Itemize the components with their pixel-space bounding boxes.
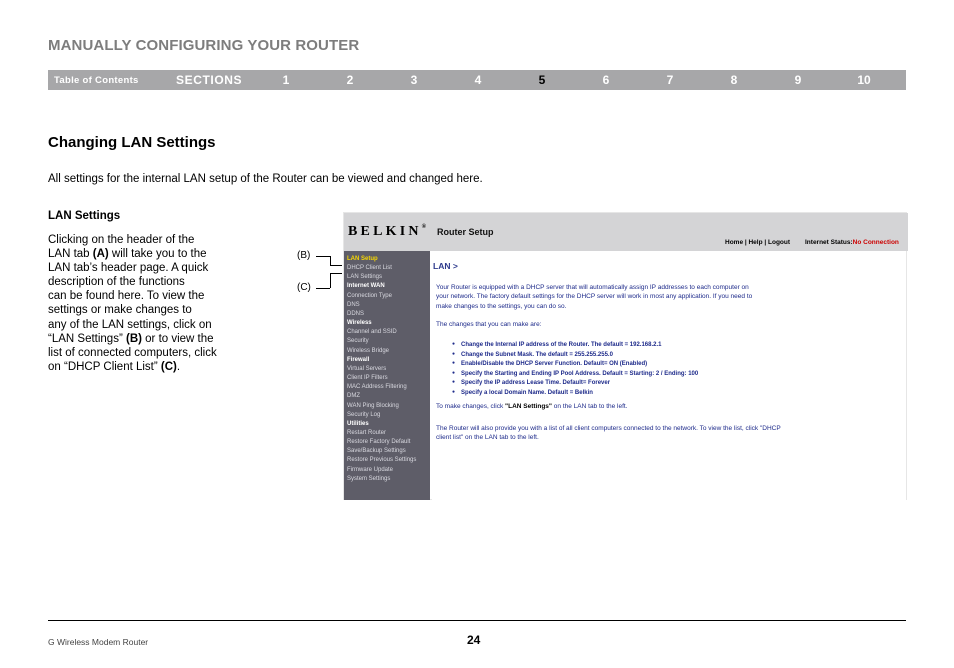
internet-status-value: No Connection	[852, 239, 899, 246]
sidebar-item-client-ip-filters[interactable]: Client IP Filters	[347, 375, 388, 382]
sidebar-item-dhcp-client-list[interactable]: DHCP Client List	[347, 265, 392, 272]
section-link-2[interactable]: 2	[346, 73, 354, 87]
sidebar-item-system-settings[interactable]: System Settings	[347, 475, 391, 482]
table-of-contents-link[interactable]: Table of Contents	[54, 75, 139, 86]
intro-text: All settings for the internal LAN setup of the Router can be viewed and changed here.	[48, 173, 483, 185]
sidebar-item-firewall: Firewall	[347, 356, 370, 363]
description-line: on “DHCP Client List” (C).	[48, 360, 181, 373]
footer-product-name: G Wireless Modem Router	[48, 637, 149, 647]
router-setup-screenshot	[343, 212, 907, 500]
sidebar-item-dmz[interactable]: DMZ	[347, 393, 360, 400]
sidebar-item-internet-wan: Internet WAN	[347, 283, 385, 290]
callout-b-tick	[330, 256, 331, 265]
belkin-logo-text: BELKIN	[348, 224, 422, 239]
callout-c-line	[316, 288, 330, 289]
footer-divider	[48, 620, 906, 621]
registered-mark: ®	[421, 224, 427, 230]
callout-c-label: (C)	[297, 282, 311, 293]
router-dhcp-description	[436, 283, 876, 311]
section-navbar	[48, 70, 906, 90]
router-top-links[interactable]: Home | Help | Logout	[725, 239, 791, 246]
description-line: list of connected computers, click	[48, 346, 217, 359]
bullet-item: ● Specify a local Domain Name. Default = Belkin	[452, 388, 698, 398]
internet-status-label: Internet Status:	[805, 239, 853, 246]
sidebar-item-dns[interactable]: DNS	[347, 301, 360, 308]
footer-page-number: 24	[467, 633, 481, 647]
sidebar-item-ddns[interactable]: DDNS	[347, 310, 365, 317]
callout-b-label: (B)	[297, 250, 311, 261]
section-link-9[interactable]: 9	[794, 73, 802, 87]
make-changes-bold: "LAN Settings"	[505, 403, 552, 410]
sidebar-item-save-backup-settings[interactable]: Save/Backup Settings	[347, 448, 406, 455]
description-line: LAN tab (A) will take you to the	[48, 248, 207, 261]
page-header-title: MANUALLY CONFIGURING YOUR ROUTER	[48, 37, 360, 54]
section-link-5[interactable]: 5	[538, 73, 546, 87]
text-line: The Router will also provide you with a list of all client computers connected to the network. To view the list, click "DHCP	[436, 425, 781, 432]
section-link-10[interactable]: 10	[857, 73, 871, 87]
section-link-7[interactable]: 7	[666, 73, 674, 87]
router-client-list-text	[436, 424, 876, 443]
description-line: any of the LAN settings, click on	[48, 318, 212, 331]
callout-c-pointer	[330, 273, 342, 274]
sidebar-item-security-log[interactable]: Security Log	[347, 411, 381, 418]
lan-settings-heading: LAN Settings	[48, 210, 121, 222]
description-line: description of the functions	[48, 276, 185, 289]
text-line: client list" on the LAN tab to the left.	[436, 434, 539, 442]
make-changes-pre: To make changes, click	[436, 403, 506, 410]
lan-tab-header[interactable]: LAN >	[433, 261, 458, 271]
bullet-item: ● Change the Internal IP address of the Router. The default = 192.168.2.1	[452, 340, 698, 350]
router-make-changes-text	[436, 402, 876, 411]
description-line: LAN tab’s header page. A quick	[48, 262, 209, 275]
internet-status	[805, 239, 899, 246]
sidebar-item-firmware-update[interactable]: Firmware Update	[347, 466, 394, 473]
router-changes-intro: The changes that you can make are:	[436, 321, 542, 328]
section-link-3[interactable]: 3	[410, 73, 418, 87]
description-line: Clicking on the header of the	[48, 234, 195, 246]
sidebar-item-wan-ping-blocking[interactable]: WAN Ping Blocking	[347, 402, 399, 409]
description-line: “LAN Settings” (B) or to view the	[48, 332, 214, 345]
sidebar-item-connection-type[interactable]: Connection Type	[347, 292, 392, 299]
section-link-6[interactable]: 6	[602, 73, 610, 87]
sidebar-item-wireless-bridge[interactable]: Wireless Bridge	[347, 347, 390, 354]
bullet-item: ● Enable/Disable the DHCP Server Function. Default= ON (Enabled)	[452, 359, 698, 369]
sidebar-item-lan-settings[interactable]: LAN Settings	[347, 274, 383, 281]
bullet-item: ● Change the Subnet Mask. The default = 255.255.255.0	[452, 350, 698, 360]
description-line: settings or make changes to	[48, 304, 192, 317]
callout-c-tick	[330, 273, 331, 288]
sidebar-item-lan-setup[interactable]: LAN Setup	[347, 256, 378, 262]
sidebar-item-restore-factory-default[interactable]: Restore Factory Default	[347, 439, 411, 446]
callout-b-line	[316, 256, 330, 257]
router-main-panel	[432, 251, 906, 500]
sidebar-item-mac-address-filtering[interactable]: MAC Address Filtering	[347, 384, 407, 391]
sidebar-item-wireless: Wireless	[347, 320, 372, 327]
router-top-bar	[344, 213, 908, 251]
description-line: can be found here. To view the	[48, 290, 205, 303]
section-title: Changing LAN Settings	[48, 134, 216, 151]
sidebar-item-security[interactable]: Security	[347, 338, 369, 345]
text-line: Your Router is equipped with a DHCP server that will automatically assign IP addresses to each computer on	[436, 284, 749, 291]
section-link-8[interactable]: 8	[730, 73, 738, 87]
bullet-item: ● Specify the IP address Lease Time. Default= Forever	[452, 378, 698, 388]
text-line: your network. The factory default settings for the DHCP server will work in most any application. If you need to	[436, 293, 753, 301]
lan-settings-description	[48, 233, 258, 374]
router-sidebar-menu	[344, 251, 430, 500]
section-link-1[interactable]: 1	[282, 73, 290, 87]
make-changes-post: on the LAN tab to the left.	[552, 403, 628, 410]
text-line: make changes to the settings, you can do so.	[436, 302, 567, 310]
sidebar-item-restart-router[interactable]: Restart Router	[347, 429, 387, 436]
router-changes-list	[452, 340, 698, 397]
router-setup-title: Router Setup	[437, 227, 494, 237]
belkin-logo	[348, 224, 426, 240]
sidebar-item-utilities: Utilities	[347, 420, 369, 427]
callout-b-pointer	[330, 265, 342, 266]
section-link-4[interactable]: 4	[474, 73, 482, 87]
sidebar-item-channel-and-ssid[interactable]: Channel and SSID	[347, 329, 397, 336]
sidebar-item-restore-previous-settings[interactable]: Restore Previous Settings	[347, 457, 417, 464]
sidebar-item-virtual-servers[interactable]: Virtual Servers	[347, 365, 387, 372]
sections-label: SECTIONS	[176, 73, 243, 87]
bullet-item: ● Specify the Starting and Ending IP Pool Address. Default = Starting: 2 / Ending: 100	[452, 369, 698, 379]
